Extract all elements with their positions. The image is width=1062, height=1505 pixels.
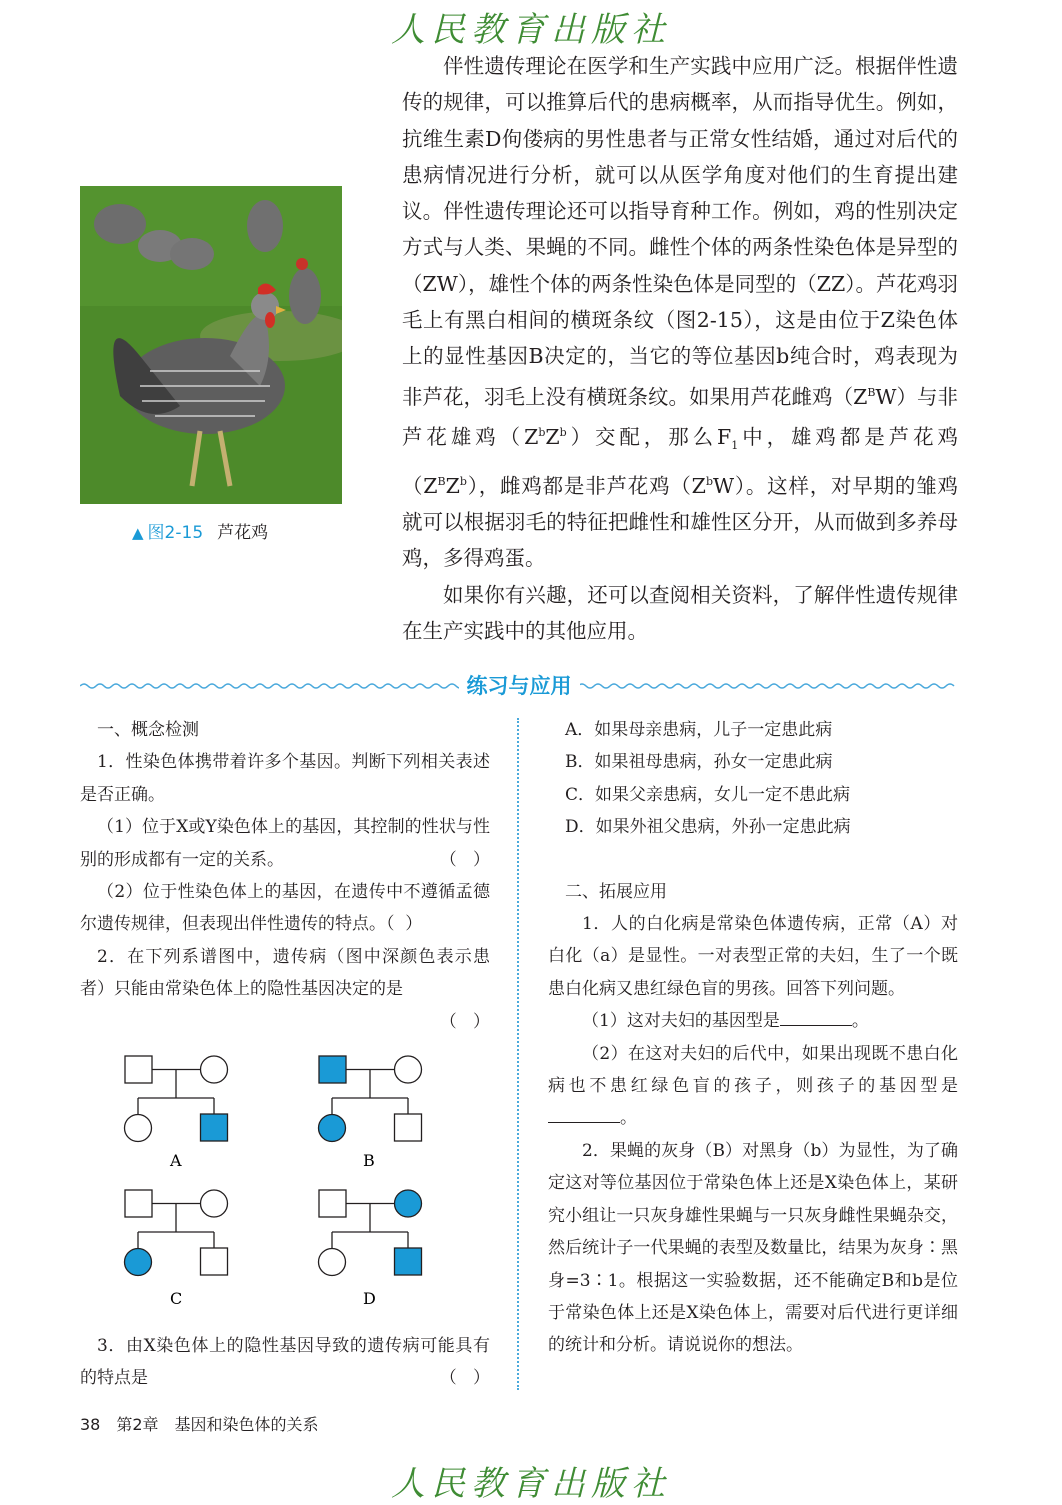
spacer <box>548 844 958 876</box>
ext-question-1-2 <box>548 1038 958 1135</box>
paragraph-1-part: 中，雄鸡都是芦花鸡（Z <box>402 424 958 498</box>
pedigree-d-mother-affected <box>395 1190 422 1217</box>
superscript: b <box>705 475 713 489</box>
pedigree-b <box>319 1056 422 1142</box>
publisher-footer: 人民教育出版社 <box>391 1464 671 1504</box>
pedigree-b-son <box>395 1114 422 1141</box>
pedigree-b-label: B <box>363 1151 375 1170</box>
right-column <box>548 714 958 1362</box>
paragraph-1-part: W）与非芦花雄鸡（Z <box>402 384 958 449</box>
chapter-title: 第2章 基因和染色体的关系 <box>116 1415 319 1434</box>
paragraph-1-part: W）。这样，对早期的雏鸡就可以根据羽毛的特征把雌性和雄性区分开，从而做到多养母鸡，多得鸡蛋。 <box>402 473 959 571</box>
question-2: 2．在下列系谱图中，遗传病（图中深颜色表示患者）只能由常染色体上的隐性基因决定的是 <box>80 946 490 1000</box>
pedigree-c-son <box>201 1248 228 1275</box>
figure-label: 图2-15 <box>147 523 204 543</box>
ext-question-2: 2．果蝇的灰身（B）对黑身（b）为显性，为了确定这对等位基因位于常染色体上还是X染色体上，某研究小组让一只灰身雄性果蝇与一只灰身雌性果蝇杂交，然后统计子一代果蝇的表型及数量比，结果为灰身∶黑身=3∶1。根据这一实验数据，还不能确定B和b是位于常染色体上还是X染色体上，需要对后代进行更详细的统计和分析。请说说你的想法。 <box>548 1140 958 1356</box>
pedigree-d-father <box>319 1190 346 1217</box>
pedigree-a-mother <box>201 1056 228 1083</box>
pedigree-b-father-affected <box>319 1056 346 1083</box>
option-c[interactable]: C．如果父亲患病，女儿一定不患此病 <box>565 784 851 805</box>
question-3-text: 3．由X染色体上的隐性基因导致的遗传病可能具有的特点是 <box>80 1336 490 1389</box>
period: 。 <box>620 1108 637 1129</box>
answer-paren[interactable]: （ ） <box>439 1368 490 1389</box>
paragraph-1-part: ），雌鸡都是非芦花鸡（Z <box>466 473 706 498</box>
paragraph-1-text: 伴性遗传理论在医学和生产实践中应用广泛。根据伴性遗传的规律，可以推算后代的患病概率，从而指导优生。例如，抗维生素D佝偻病的男性患者与正常女性结婚，通过对后代的患病情况进行分析，就可以从医学角度对他们的生育提出建议。伴性遗传理论还可以指导育种工作。例如，鸡的性别决定方式与人类、果蝇的不同。雌性个体的两条性染色体是异型的（ZW），雄性个体的两条性染色体是同型的（ZZ）。芦花鸡羽毛上有黑白相间的横斑条纹（图2-15），这是由位于Z染色体上的显性基因B决定的，当它的等位基因b纯合时，鸡表现为非芦花，羽毛上没有横斑条纹。如果用芦花雌鸡（Z <box>402 54 958 409</box>
section-title <box>80 670 958 700</box>
rooster-photo <box>80 186 342 504</box>
ext-question-1-1-text: （1）这对夫妇的基因型是 <box>582 1011 780 1032</box>
ext-question-1-2-text: （2）在这对夫妇的后代中，如果出现既不患白化病也不患红绿色盲的孩子，则孩子的基因型是 <box>548 1043 958 1097</box>
paragraph-1: 伴性遗传理论在医学和生产实践中应用广泛。根据伴性遗传的规律，可以推算后代的患病概率，从而指导优生。例如，抗维生素D佝偻病的男性患者与正常女性结婚，通过对后代的患病情况进行分析，就可以从医学角度对他们的生育提出建议。伴性遗传理论还可以指导育种工作。例如，鸡的性别决定方式与人类、果蝇的不同。雌性个体的两条性染色体是异型的（ZW），雄性个体的两条性染色体是同型的（ZZ）。芦花鸡羽毛上有黑白相间的横斑条纹（图2-15），这是由位于Z染色体上的显性基因B决定的，当它的等位基因b纯合时，鸡表现为非芦花，羽毛上没有横斑条纹。如果用芦花雌鸡$(Z^BW)$与非芦花雄鸡$(Z^bZ^b)$交配，那么$F_1$中，雄鸡都是芦花鸡$(Z^BZ^b)$，雌鸡都是非芦花鸡$(Z^bW)$。这样，对早期的雏鸡就可以根据羽毛的特征把雌性和雄性区分开，从而做到多养母鸡，多得鸡蛋。 <box>402 54 959 571</box>
publisher-header: 人民教育出版社 <box>391 10 671 50</box>
main-text <box>402 48 958 649</box>
pedigree-a-son-affected <box>201 1114 228 1141</box>
question-2-answer <box>80 1006 490 1038</box>
section-title-text: 练习与应用 <box>459 674 580 698</box>
heading-extension: 二、拓展应用 <box>565 881 667 902</box>
ext-question-1: 1．人的白化病是常染色体遗传病，正常（A）对白化（a）是显性。一对表型正常的夫妇，生了一个既患白化病又患红绿色盲的男孩。回答下列问题。 <box>548 914 958 999</box>
answer-paren[interactable]: （ ） <box>439 849 490 870</box>
pedigree-a <box>125 1056 228 1142</box>
pedigree-d-label: D <box>363 1289 376 1308</box>
subscript: 1 <box>731 438 739 452</box>
column-divider <box>517 718 519 1390</box>
pedigree-c-mother <box>201 1190 228 1217</box>
pedigree-d-daughter <box>319 1249 346 1276</box>
pedigree-d-son-affected <box>395 1248 422 1275</box>
question-1: 1．性染色体携带着许多个基因。判断下列相关表述是否正确。 <box>80 752 490 805</box>
pedigree-a-label: A <box>170 1151 182 1170</box>
heading-concept-check: 一、概念检测 <box>97 720 199 740</box>
left-column-bottom <box>80 1330 490 1395</box>
superscript: B <box>437 475 446 489</box>
pedigree-c-label: C <box>170 1289 183 1308</box>
option-a[interactable]: A．如果母亲患病，儿子一定患此病 <box>565 720 833 740</box>
figure-caption <box>132 518 268 543</box>
paragraph-1-part: ）交配，那么F <box>566 424 732 449</box>
pedigree-b-mother <box>395 1056 422 1083</box>
option-b[interactable]: B．如果祖母患病，孙女一定患此病 <box>565 752 833 773</box>
question-1-1 <box>80 811 490 876</box>
pedigree-a-father <box>125 1056 152 1083</box>
answer-blank[interactable] <box>780 1007 852 1026</box>
figure-title: 芦花鸡 <box>217 523 269 543</box>
pedigree-c <box>125 1190 228 1276</box>
pedigree-d <box>319 1190 422 1276</box>
superscript: b <box>559 425 567 439</box>
question-1-2-text: （2）位于性染色体上的基因，在遗传中不遵循孟德尔遗传规律，但表现出伴性遗传的特点。 <box>80 882 490 935</box>
page-footer <box>80 1412 319 1435</box>
pedigree-c-daughter-affected <box>125 1249 152 1276</box>
question-3 <box>80 1330 490 1395</box>
paragraph-2: 如果你有兴趣，还可以查阅相关资料，了解伴性遗传规律在生产实践中的其他应用。 <box>402 582 958 644</box>
pedigree-diagrams <box>110 1050 490 1320</box>
pedigree-c-father <box>125 1190 152 1217</box>
triangle-icon: ▲ <box>132 524 144 542</box>
pedigree-a-daughter <box>125 1115 152 1142</box>
answer-paren[interactable]: （ ） <box>439 1011 490 1032</box>
answer-blank[interactable] <box>548 1104 620 1123</box>
superscript: B <box>867 385 876 399</box>
superscript: b <box>459 475 467 489</box>
pedigree-b-daughter-affected <box>319 1115 346 1142</box>
left-column <box>80 714 490 1038</box>
page-number: 38 <box>80 1415 101 1434</box>
question-1-1-text: （1）位于X或Y染色体上的基因，其控制的性状与性别的形成都有一定的关系。 <box>80 817 490 870</box>
superscript: b <box>538 425 546 439</box>
section-header <box>80 668 958 704</box>
period: 。 <box>851 1011 869 1032</box>
answer-paren[interactable]: （ ） <box>386 914 423 935</box>
ext-question-1-1 <box>548 1005 958 1037</box>
question-1-2 <box>80 876 490 941</box>
option-d[interactable]: D．如果外祖父患病，外孙一定患此病 <box>565 817 851 838</box>
